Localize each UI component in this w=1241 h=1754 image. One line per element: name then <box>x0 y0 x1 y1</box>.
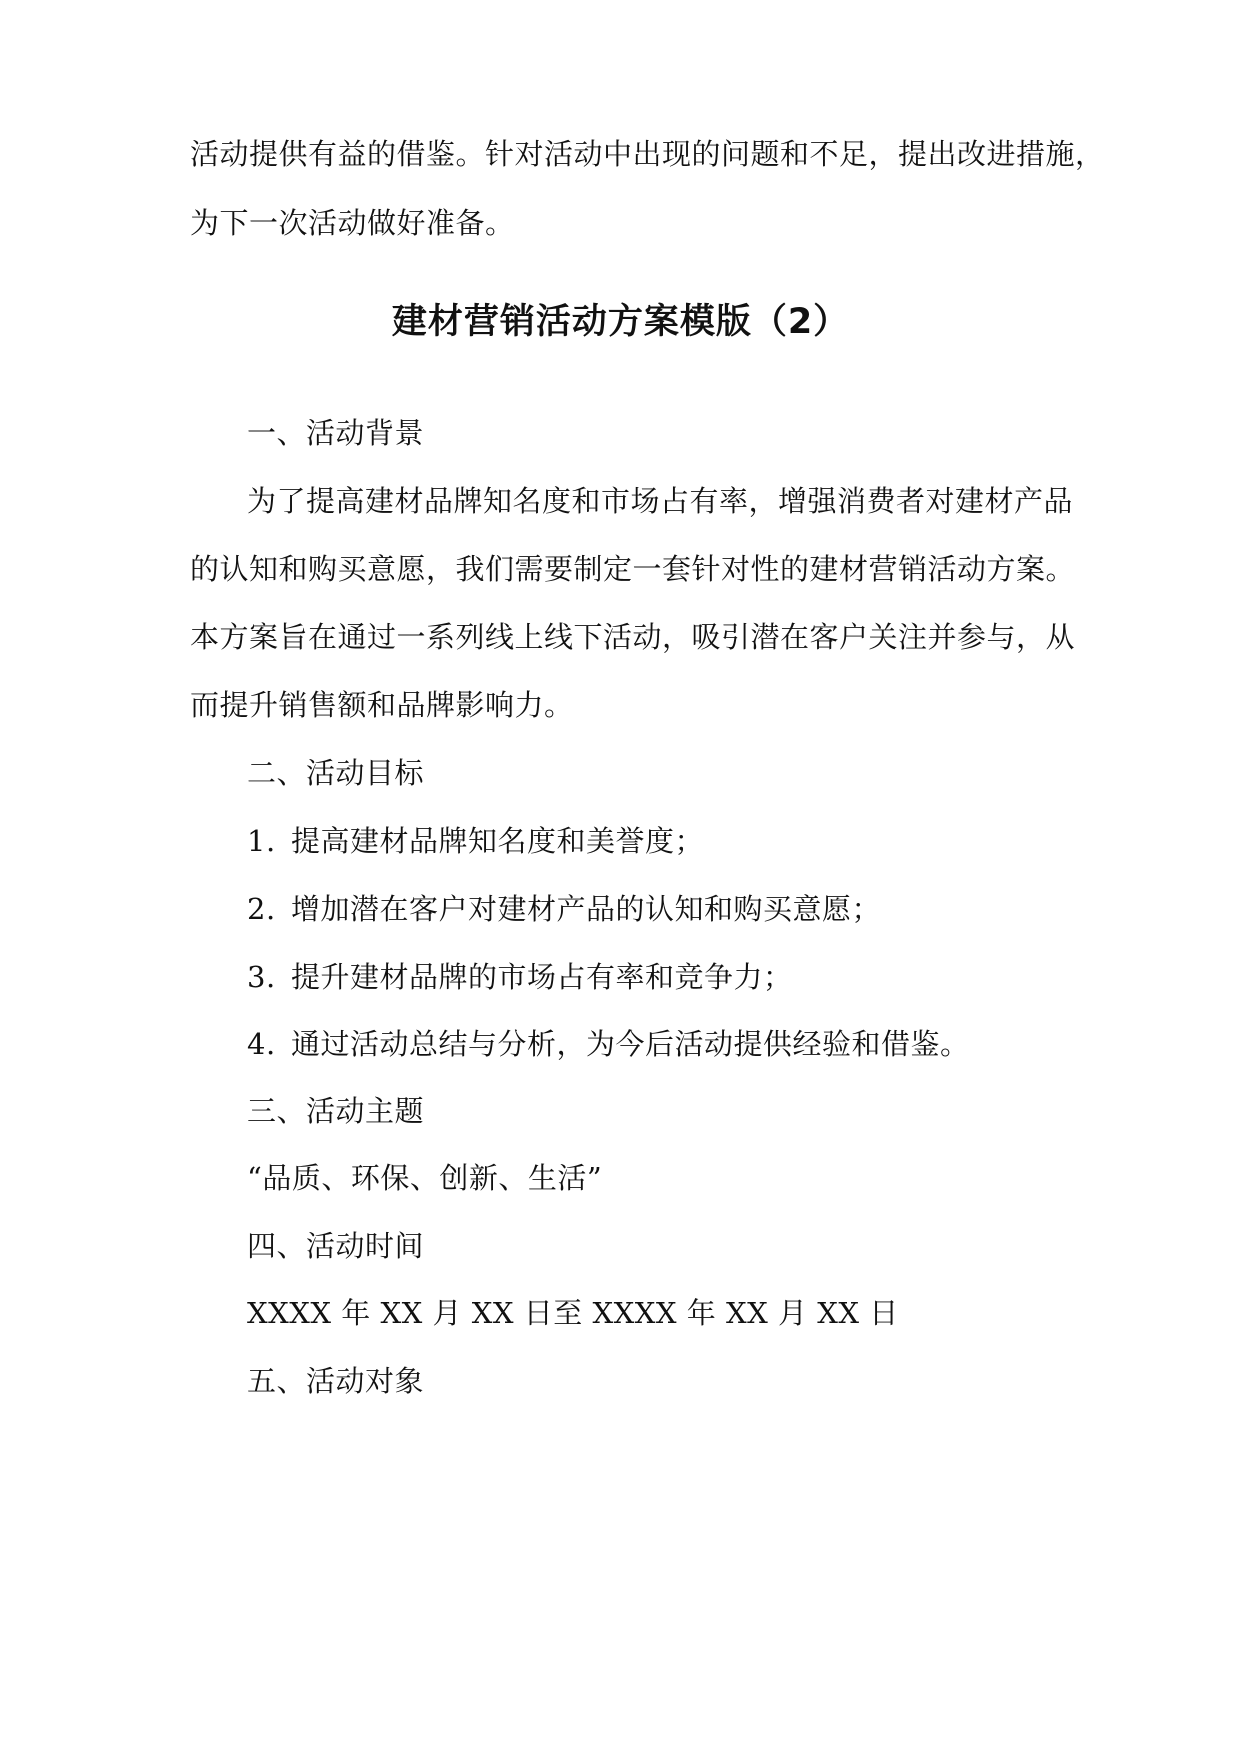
list-item-text: 提高建材品牌知名度和美誉度； <box>291 824 705 858</box>
paragraph-line: 为下一次活动做好准备。 <box>190 206 515 240</box>
list-item-text: 增加潜在客户对建材产品的认知和购买意愿； <box>291 892 882 926</box>
section-heading-theme: 三、活动主题 <box>247 1094 425 1128</box>
list-item-text: 通过活动总结与分析，为今后活动提供经验和借鉴。 <box>291 1027 970 1061</box>
paragraph-line: 为了提高建材品牌知名度和市场占有率，增强消费者对建材产品 <box>247 484 1074 518</box>
paragraph-line: 本方案旨在通过一系列线上线下活动，吸引潜在客户关注并参与，从 <box>190 620 1076 654</box>
document-title: 建材营销活动方案模版（2） <box>391 302 850 342</box>
section-heading-time: 四、活动时间 <box>247 1229 425 1263</box>
paragraph-line: 而提升销售额和品牌影响力。 <box>190 688 574 722</box>
list-item-number: 4. <box>247 1027 276 1061</box>
list-item-text: 提升建材品牌的市场占有率和竞争力； <box>291 960 793 994</box>
list-item-number: 2. <box>247 892 276 926</box>
section-heading-background: 一、活动背景 <box>247 416 425 450</box>
section-heading-goals: 二、活动目标 <box>247 756 425 790</box>
paragraph-line: 的认知和购买意愿，我们需要制定一套针对性的建材营销活动方案。 <box>190 552 1076 586</box>
list-item <box>247 821 1127 861</box>
list-item <box>247 957 1127 997</box>
theme-text: “品质、环保、创新、生活” <box>247 1161 603 1195</box>
paragraph-line: 活动提供有益的借鉴。针对活动中出现的问题和不足，提出改进措施， <box>190 137 1105 171</box>
list-item <box>247 1024 1127 1064</box>
list-item <box>247 889 1127 929</box>
section-heading-audience: 五、活动对象 <box>247 1364 425 1398</box>
list-item-number: 3. <box>247 960 276 994</box>
time-text: XXXX 年 XX 月 XX 日至 XXXX 年 XX 月 XX 日 <box>247 1296 899 1330</box>
list-item-number: 1. <box>247 824 276 858</box>
